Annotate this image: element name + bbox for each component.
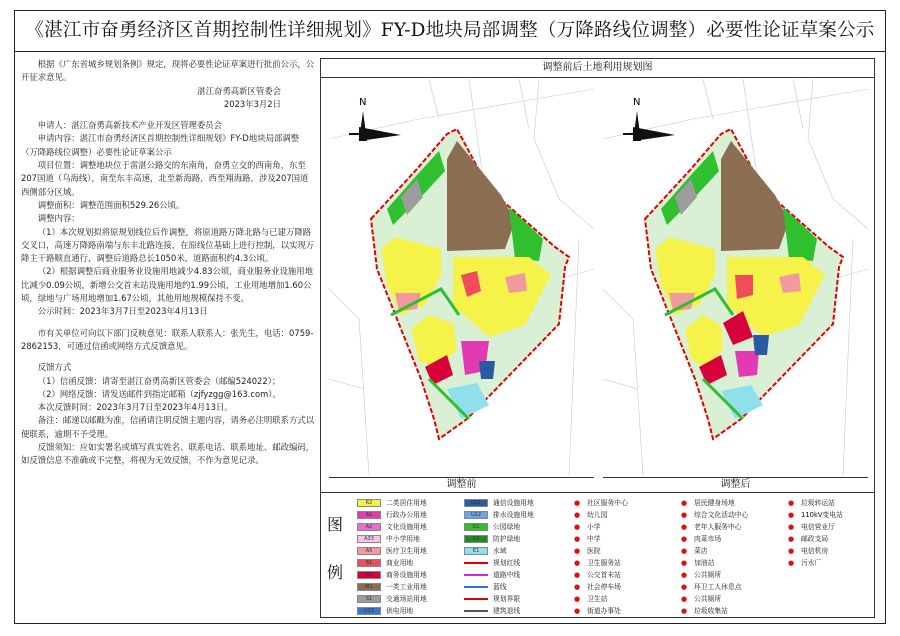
legend-label: 道路中线 xyxy=(493,571,521,579)
legend-facility xyxy=(571,497,675,509)
legend-facility xyxy=(785,509,889,521)
legend-item xyxy=(464,497,568,509)
legend-facility xyxy=(785,521,889,533)
legend-facility xyxy=(678,581,782,593)
legend-facility xyxy=(571,533,675,545)
legend-facility xyxy=(785,557,889,569)
facility-icon: ● xyxy=(787,558,795,567)
legend-swatch: A5 xyxy=(357,547,381,555)
facility-icon: ● xyxy=(573,510,581,519)
legend-facility xyxy=(678,593,782,605)
facility-icon: ● xyxy=(680,534,688,543)
panel-title: 调整前后土地利用规划图 xyxy=(321,59,874,78)
legend-label: 中小学用地 xyxy=(386,535,420,543)
facility-icon: ● xyxy=(573,558,581,567)
facility-label: 公共厕所 xyxy=(694,595,722,603)
legend-label: 一类工业用地 xyxy=(386,583,427,591)
notice-feedback-heading: 反馈方式 xyxy=(37,362,72,373)
facility-label: 电信机房 xyxy=(801,547,829,555)
legend-label: 交通场站用地 xyxy=(386,595,427,603)
plan-panel xyxy=(320,58,875,618)
legend-label: 通信设施用地 xyxy=(493,499,534,507)
legend-title-1: 图 xyxy=(327,515,344,534)
legend-swatch: B2 xyxy=(357,571,381,579)
legend xyxy=(321,492,874,618)
facility-icon: ● xyxy=(573,534,581,543)
legend-label: 建筑退线 xyxy=(493,607,521,615)
facility-label: 污水厂 xyxy=(801,559,822,567)
notice-text xyxy=(21,58,315,618)
facility-label: 卫生服务站 xyxy=(587,559,621,567)
legend-item xyxy=(357,593,461,605)
facility-label: 小学 xyxy=(587,523,601,531)
facility-icon: ● xyxy=(787,498,795,507)
legend-facility xyxy=(571,521,675,533)
legend-facility xyxy=(571,557,675,569)
legend-facility xyxy=(571,545,675,557)
legend-facility xyxy=(785,533,889,545)
legend-swatch: U22 xyxy=(464,511,488,519)
legend-item xyxy=(464,533,568,545)
legend-item xyxy=(357,581,461,593)
legend-item xyxy=(357,521,461,533)
legend-label: 水域 xyxy=(493,547,507,555)
legend-label: 防护绿地 xyxy=(493,535,521,543)
legend-facility xyxy=(678,509,782,521)
north-label-after: N xyxy=(633,97,641,108)
notice-feedback-time: 本次反馈时间：2023年3月7日至2023年4月13日。 xyxy=(37,402,233,413)
legend-swatch: A33 xyxy=(357,535,381,543)
legend-swatch xyxy=(464,562,488,564)
facility-label: 菜店 xyxy=(694,547,708,555)
legend-swatch: A2 xyxy=(357,523,381,531)
legend-item xyxy=(357,569,461,581)
facility-label: 中学 xyxy=(587,535,601,543)
legend-swatch: E1 xyxy=(464,547,488,555)
facility-label: 居民健身场地 xyxy=(694,499,735,507)
facility-icon: ● xyxy=(680,522,688,531)
page-title: 《湛江市奋勇经济区首期控制性详细规划》FY-D地块局部调整（万降路线位调整）必要性论证草案公示 xyxy=(15,11,885,52)
facility-label: 电信营业厅 xyxy=(801,523,835,531)
facility-label: 社区服务中心 xyxy=(587,499,628,507)
notice-adjust-heading: 调整内容： xyxy=(37,213,80,224)
legend-item xyxy=(464,593,568,605)
legend-item xyxy=(357,533,461,545)
legend-item xyxy=(464,557,568,569)
legend-facility xyxy=(678,569,782,581)
legend-facility xyxy=(678,545,782,557)
legend-facility xyxy=(678,533,782,545)
facility-icon: ● xyxy=(680,558,688,567)
legend-facility xyxy=(571,509,675,521)
notice-date: 2023年3月2日 xyxy=(223,98,281,109)
facility-icon: ● xyxy=(680,510,688,519)
board-frame xyxy=(14,10,886,624)
notice-contact: 市有关单位可向以下部门反映意见：联系人联系人：张先生，电话：0759-2862153，可通过信函或网络方式反馈意见。 xyxy=(21,327,314,351)
facility-icon: ● xyxy=(680,594,688,603)
legend-swatch: M1 xyxy=(357,583,381,591)
notice-period: 公示时间：2023年3月7日至2023年4月13日 xyxy=(37,306,208,317)
facility-icon: ● xyxy=(787,510,795,519)
legend-title-2: 例 xyxy=(327,563,344,582)
facility-icon: ● xyxy=(787,534,795,543)
legend-swatch: U21 xyxy=(464,499,488,507)
facility-icon: ● xyxy=(573,546,581,555)
legend-swatch: G1 xyxy=(464,523,488,531)
notice-org: 湛江奋勇高新区管委会 xyxy=(197,85,281,96)
legend-facility xyxy=(571,581,675,593)
legend-label: 蓝线 xyxy=(493,583,507,591)
facility-label: 邮政支局 xyxy=(801,535,829,543)
legend-facility xyxy=(785,497,889,509)
notice-remark: 备注：邮递以邮戳为准，信函请注明反馈主题内容，请务必注明联系方式以便联系，逾期不予受理。 xyxy=(21,415,315,439)
legend-facility xyxy=(678,521,782,533)
facility-label: 社会停车场 xyxy=(587,583,621,591)
facility-icon: ● xyxy=(680,606,688,615)
map-before-svg xyxy=(329,79,594,475)
legend-item xyxy=(464,569,568,581)
facility-icon: ● xyxy=(573,570,581,579)
legend-swatch xyxy=(464,598,488,600)
legend-swatch: B1 xyxy=(357,559,381,567)
legend-title xyxy=(327,501,347,597)
legend-label: 行政办公用地 xyxy=(386,511,427,519)
notice-rules: 反馈须知：应如实署名或填写真实姓名、联系电话、联系地址、邮政编码，如反馈信息不准确或不完整，将视为无效反馈，不作为意见记录。 xyxy=(21,442,315,466)
legend-facility xyxy=(571,605,675,617)
legend-item xyxy=(357,557,461,569)
facility-icon: ● xyxy=(787,522,795,531)
after-caption: 调整后 xyxy=(603,477,868,492)
legend-facility xyxy=(678,557,782,569)
notice-adjust-1: （1）本次规划拟将原规划线位后作调整，将原道路万降北路与已建万降路交叉口，高速万降路南端与东丰北路连接，在原线位基础上进行控制，以实现万降主干路顺直通行，调整后道路总长1050米，道路面积约4.3公顷。 xyxy=(21,226,315,264)
legend-facility xyxy=(571,593,675,605)
notice-adjust-2: （2）根据调整后商业服务业设施用地减少4.83公顷，商业服务业设施用地比减少0.09公顷，新增公交首末站设施用地约1.99公顷，工业用地增加1.60公顷，绿地与广场用地增加1.67公顷，其他用地规模保持不变。 xyxy=(21,266,314,304)
facility-label: 110kV变电站 xyxy=(801,511,843,519)
facility-label: 综合文化活动中心 xyxy=(694,511,749,519)
legend-label: 规划红线 xyxy=(493,559,521,567)
facility-label: 肉菜市场 xyxy=(694,535,722,543)
legend-grid xyxy=(357,497,872,615)
notice-area: 调整面积：调整范围面积529.26公顷。 xyxy=(37,199,185,210)
notice-content: 申请内容：湛江市奋勇经济区首期控制性详细规划》FY-D地块局部调整（万降路线位调整）必要性论证草案公示 xyxy=(21,133,300,157)
facility-label: 卫生站 xyxy=(587,595,608,603)
notice-location: 项目位置：调整地块位于雷湛公路交的东南角，奋勇立交的西南角，东至207国道（乌海线），南至东丰高速，北至新海路，西至翔海路，涉及207国道西侧部分区域。 xyxy=(21,160,309,197)
notice-intro: 根据《广东省城乡规划条例》规定，现将必要性论证草案进行批前公示，公开征求意见。 xyxy=(21,59,315,83)
legend-label: 二类居住用地 xyxy=(386,499,427,507)
legend-swatch xyxy=(464,586,488,588)
legend-swatch: A1 xyxy=(357,511,381,519)
legend-item xyxy=(464,581,568,593)
facility-label: 医院 xyxy=(587,547,601,555)
facility-label: 老年人服务中心 xyxy=(694,523,742,531)
facility-icon: ● xyxy=(680,546,688,555)
legend-item xyxy=(357,509,461,521)
map-after xyxy=(603,79,868,475)
legend-swatch xyxy=(464,574,488,576)
legend-item xyxy=(357,605,461,617)
legend-label: 文化设施用地 xyxy=(386,523,427,531)
legend-item xyxy=(464,545,568,557)
facility-icon: ● xyxy=(573,498,581,507)
legend-item xyxy=(464,605,568,617)
legend-item xyxy=(464,521,568,533)
legend-facility xyxy=(571,569,675,581)
legend-label: 供电用地 xyxy=(386,607,414,615)
facility-icon: ● xyxy=(787,546,795,555)
legend-label: 公园绿地 xyxy=(493,523,521,531)
map-after-svg xyxy=(603,79,868,475)
notice-applicant: 申请人：湛江奋勇高新技术产业开发区管理委员会 xyxy=(37,120,223,131)
facility-icon: ● xyxy=(573,594,581,603)
facility-label: 环卫工人休息点 xyxy=(694,583,742,591)
legend-facility xyxy=(678,497,782,509)
legend-swatch: R2 xyxy=(357,499,381,507)
facility-label: 加油站 xyxy=(694,559,715,567)
notice-feedback-mail: （1）信函反馈：请寄至湛江奋勇高新区管委会（邮编524022）； xyxy=(37,375,281,386)
legend-label: 商务设施用地 xyxy=(386,571,427,579)
legend-swatch: G2 xyxy=(464,535,488,543)
facility-label: 垃圾转运站 xyxy=(801,499,835,507)
facility-icon: ● xyxy=(573,606,581,615)
legend-swatch: S1 xyxy=(357,595,381,603)
map-before xyxy=(329,79,594,475)
notice-feedback-email: （2）网络反馈：请发送邮件到指定邮箱（zjfyzgg@163.com）。 xyxy=(37,388,281,399)
facility-label: 公共厕所 xyxy=(694,571,722,579)
facility-icon: ● xyxy=(680,582,688,591)
facility-icon: ● xyxy=(680,570,688,579)
legend-item xyxy=(357,497,461,509)
north-label: N xyxy=(359,97,367,108)
before-caption: 调整前 xyxy=(329,477,594,492)
facility-label: 幼儿园 xyxy=(587,511,608,519)
legend-facility xyxy=(678,605,782,617)
legend-swatch xyxy=(464,610,488,612)
facility-icon: ● xyxy=(573,582,581,591)
facility-label: 垃圾收集站 xyxy=(694,607,728,615)
legend-facility xyxy=(785,545,889,557)
legend-swatch: U12 xyxy=(357,607,381,615)
facility-label: 公交首末站 xyxy=(587,571,621,579)
legend-label: 医疗卫生用地 xyxy=(386,547,427,555)
legend-item xyxy=(357,545,461,557)
facility-icon: ● xyxy=(680,498,688,507)
legend-label: 排水设施用地 xyxy=(493,511,534,519)
facility-label: 街道办事处 xyxy=(587,607,621,615)
facility-icon: ● xyxy=(573,522,581,531)
legend-label: 商业用地 xyxy=(386,559,414,567)
legend-label: 规划界限 xyxy=(493,595,521,603)
legend-item xyxy=(464,509,568,521)
